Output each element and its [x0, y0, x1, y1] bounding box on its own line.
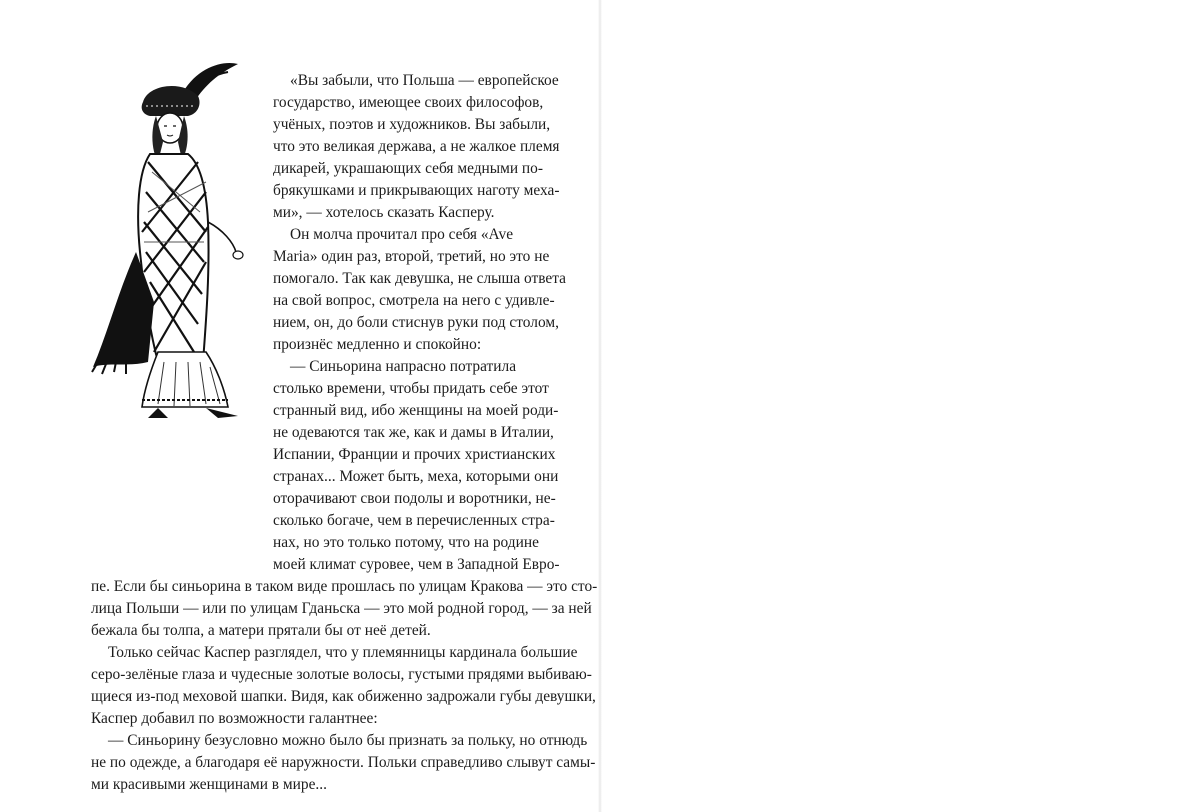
text-line: ми», — хотелось сказать Касперу. — [273, 204, 495, 221]
text-line: пе. Если бы синьорина в таком виде прошлась по улицам Кракова — это сто- — [91, 578, 598, 595]
text-line: — Синьорина напрасно потратила — [290, 358, 517, 375]
text-line: Только сейчас Каспер разглядел, что у племянницы кардинала большие — [108, 644, 578, 661]
text-line: оторачивают свои подолы и воротники, не- — [273, 490, 556, 507]
text-line: странный вид, ибо женщины на моей роди- — [273, 402, 559, 419]
text-line: сколько богаче, чем в перечисленных стра- — [273, 512, 555, 529]
text-line: дикарей, украшающих себя медными по- — [273, 160, 543, 177]
text-line: нием, он, до боли стиснув руки под столом, — [273, 314, 559, 331]
woman-illustration — [88, 62, 263, 422]
text-line: серо-зелёные глаза и чудесные золотые волосы, густыми прядями выбиваю- — [91, 666, 592, 683]
text-line: ми красивыми женщинами в мире... — [91, 776, 327, 793]
text-line: столько времени, чтобы придать себе этот — [273, 380, 549, 397]
text-line: нах, но это только потому, что на родине — [273, 534, 539, 551]
text-line: произнёс медленно и спокойно: — [273, 336, 482, 353]
text-line: Maria» один раз, второй, третий, но это не — [273, 248, 550, 265]
text-line: помогало. Так как девушка, не слыша ответа — [273, 270, 566, 287]
text-line: не одеваются так же, как и дамы в Италии, — [273, 424, 554, 441]
text-line: моей климат суровее, чем в Западной Евро- — [273, 556, 560, 573]
text-line: Он молча прочитал про себя «Ave — [290, 226, 514, 243]
text-line: брякушками и прикрывающих наготу меха- — [273, 182, 560, 199]
text-line: Каспер добавил по возможности галантнее: — [91, 710, 378, 727]
right-page — [600, 0, 1200, 812]
text-line: не по одежде, а благодаря её наружности. Польки справедливо слывут самы- — [91, 754, 596, 771]
text-line: «Вы забыли, что Польша — европейское — [290, 72, 559, 89]
text-line: странах... Может быть, меха, которыми они — [273, 468, 559, 485]
text-line: Испании, Франции и прочих христианских — [273, 446, 556, 463]
text-line: — Синьорину безусловно можно было бы признать за польку, но отнюдь — [108, 732, 588, 749]
text-line: щиеся из-под меховой шапки. Видя, как обиженно задрожали губы девушки, — [91, 688, 596, 705]
text-line: на свой вопрос, смотрела на него с удивле- — [273, 292, 555, 309]
text-line: государство, имеющее своих философов, — [273, 94, 544, 111]
text-line: учёных, поэтов и художников. Вы забыли, — [273, 116, 551, 133]
text-line: что это великая держава, а не жалкое племя — [273, 138, 560, 155]
text-line: бежала бы толпа, а матери прятали бы от неё детей. — [91, 622, 431, 639]
text-line: лица Польши — или по улицам Гданьска — это мой родной город, — за ней — [91, 600, 592, 617]
